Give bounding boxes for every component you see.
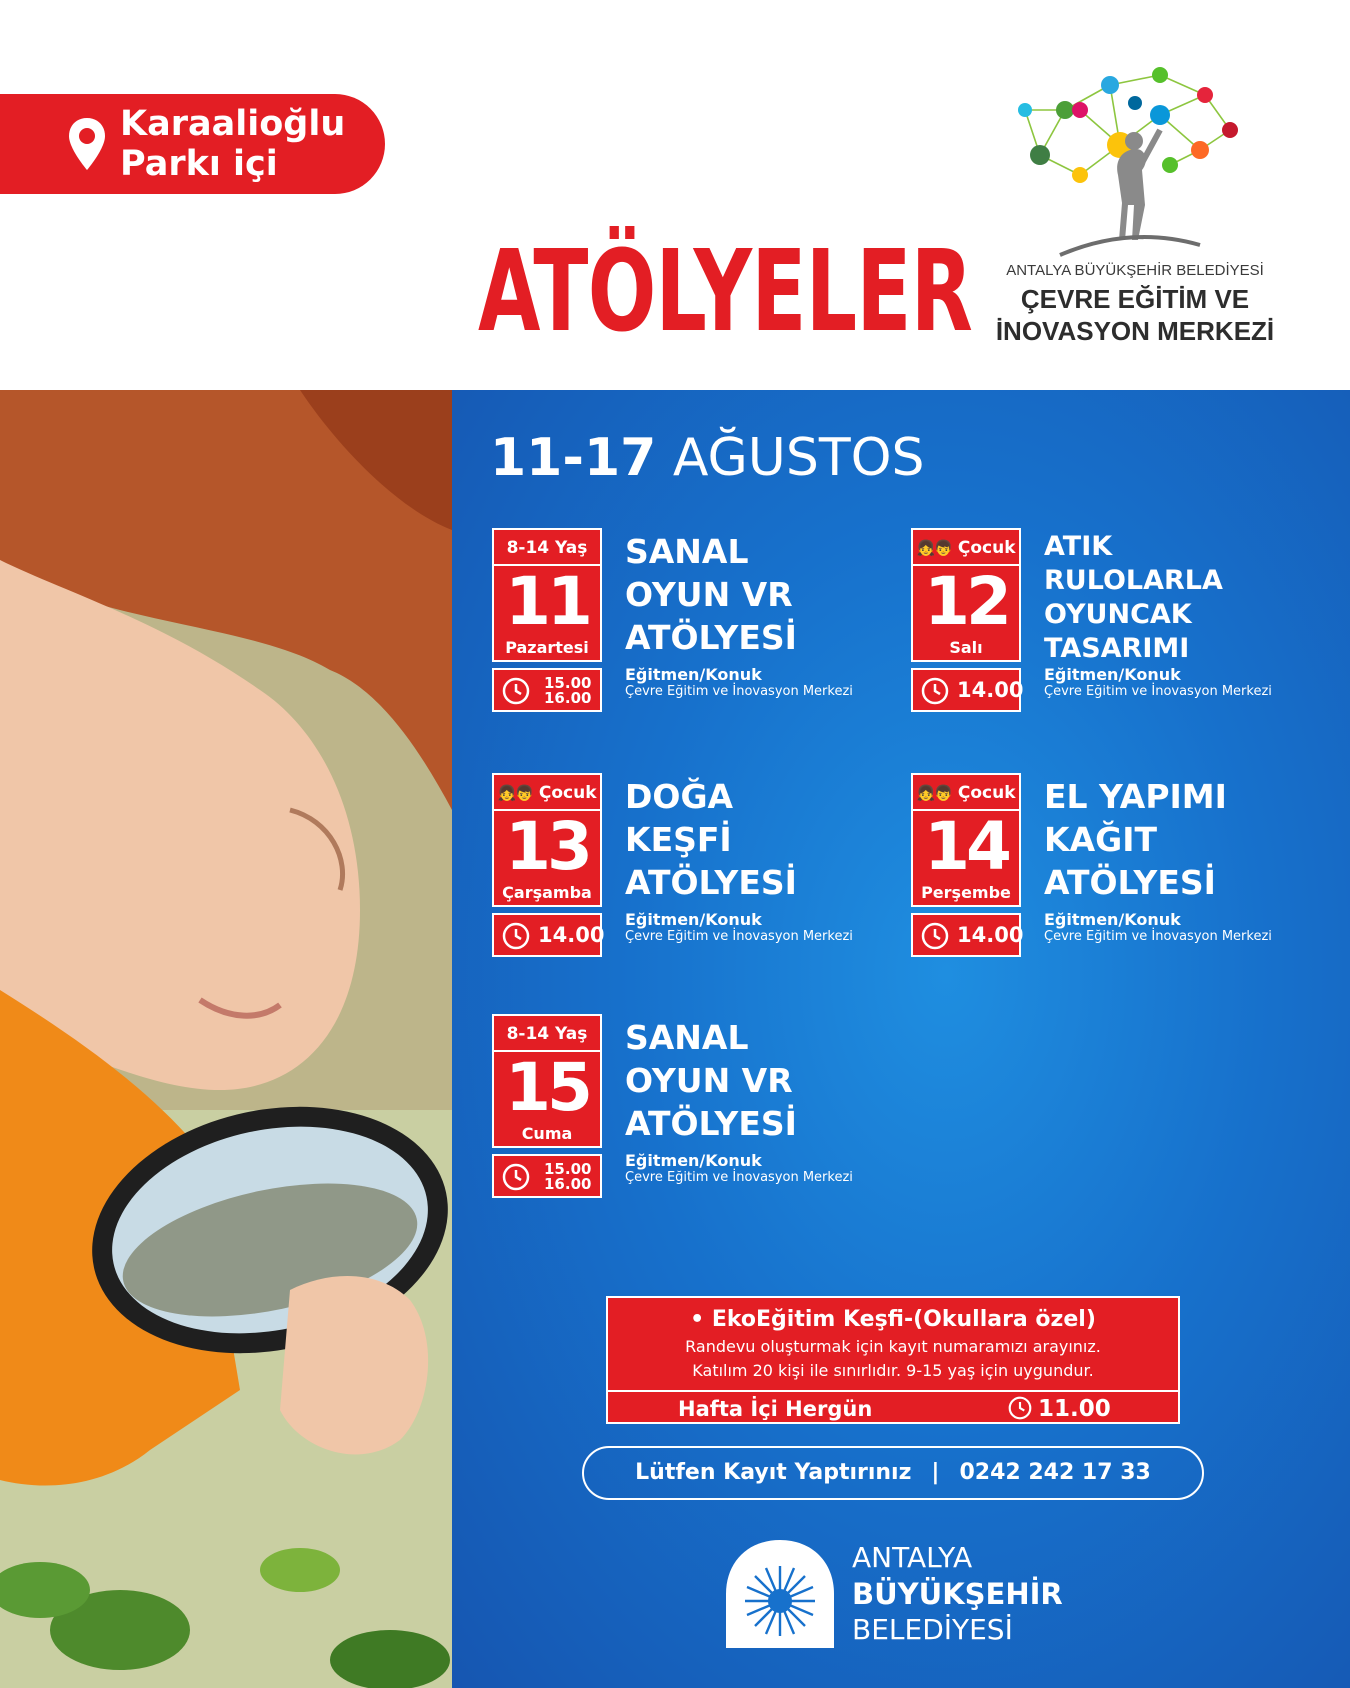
event-title-line: SANAL: [625, 532, 749, 571]
location-line1: Karaalioğlu: [120, 104, 346, 144]
event-start-time: 14.00: [957, 678, 1024, 702]
age-badge-label: Çocuk: [957, 783, 1016, 803]
event-start-time: 15.00: [544, 674, 592, 692]
event-title: [625, 530, 915, 659]
event-time: [492, 1154, 602, 1198]
event-day-number: 11: [505, 563, 589, 640]
event-title-line: ATÖLYESİ: [1044, 863, 1216, 902]
location-line2: Parkı içi: [120, 144, 278, 184]
event-title-line: DOĞA: [625, 777, 734, 816]
eko-time: [1008, 1394, 1111, 1424]
event-title-line: ATÖLYESİ: [625, 618, 797, 657]
event-organizer: Çevre Eğitim ve İnovasyon Merkezi: [1044, 929, 1272, 944]
logo-line3: BELEDİYESİ: [852, 1613, 1013, 1646]
date-range-month: AĞUSTOS: [672, 428, 925, 488]
event-title-line: KEŞFİ: [625, 820, 732, 859]
event-organizer: Çevre Eğitim ve İnovasyon Merkezi: [625, 1170, 853, 1185]
event-day-name: Pazartesi: [505, 638, 589, 657]
location-pin-icon: [67, 116, 107, 172]
event-date: [492, 809, 602, 907]
age-badge: [492, 773, 602, 809]
event-guest-label: Eğitmen/Konuk: [625, 1151, 762, 1170]
event-time: [911, 668, 1024, 712]
event-day-name: Çarşamba: [502, 883, 592, 902]
event-end-time: 16.00: [544, 1175, 592, 1193]
clock-icon: [502, 1163, 530, 1191]
event-title: [625, 1016, 915, 1145]
children-icon: 👧👦: [916, 784, 952, 802]
event-date: [492, 1050, 602, 1148]
event-title-line: ATIK: [1044, 531, 1113, 562]
register-label: Lütfen Kayıt Yaptırınız: [635, 1460, 912, 1485]
location-text: [120, 104, 345, 184]
clock-icon: [502, 922, 530, 950]
event-time: [492, 913, 605, 957]
event-guest-label: Eğitmen/Konuk: [625, 665, 762, 684]
event-day-name: Salı: [949, 638, 983, 657]
center-org-small: ANTALYA BÜYÜKŞEHİR BELEDİYESİ: [1006, 262, 1264, 279]
event-day-name: Cuma: [521, 1124, 573, 1143]
event-title: [1044, 775, 1334, 904]
age-badge: [911, 773, 1021, 809]
age-badge-label: Çocuk: [538, 783, 597, 803]
event-guest-label: Eğitmen/Konuk: [1044, 910, 1181, 929]
divider: [608, 1390, 1178, 1392]
event-card: [492, 528, 912, 718]
event-title-line: TASARIMI: [1044, 633, 1190, 664]
event-organizer: Çevre Eğitim ve İnovasyon Merkezi: [1044, 684, 1272, 699]
eko-education-box: [606, 1296, 1180, 1424]
event-date: [911, 564, 1021, 662]
center-org-line1: ÇEVRE EĞİTİM VE: [1020, 284, 1250, 314]
event-organizer: Çevre Eğitim ve İnovasyon Merkezi: [625, 684, 853, 699]
logo-line1: ANTALYA: [852, 1541, 973, 1574]
antalya-municipality-logo-text: [852, 1540, 1063, 1648]
event-title-line: EL YAPIMI: [1044, 777, 1227, 816]
event-start-time: 14.00: [957, 923, 1024, 947]
clock-icon: [502, 677, 530, 705]
register-separator: |: [931, 1460, 940, 1485]
children-icon: 👧👦: [497, 784, 533, 802]
logo-line2: BÜYÜKŞEHİR: [852, 1577, 1063, 1611]
event-card: [492, 773, 912, 963]
center-org-line2: İNOVASYON MERKEZİ: [995, 316, 1275, 346]
date-range-days: 11-17: [490, 428, 657, 488]
antalya-municipality-emblem-icon: [722, 1536, 838, 1652]
event-day-number: 14: [924, 808, 1008, 885]
photo-illustration: [0, 390, 452, 1688]
eko-time-value: 11.00: [1038, 1396, 1111, 1422]
event-start-time: 15.00: [544, 1160, 592, 1178]
eko-days: Hafta İçi Hergün: [678, 1397, 873, 1421]
event-guest-label: Eğitmen/Konuk: [1044, 665, 1181, 684]
event-title-line: OYUN VR: [625, 1061, 793, 1100]
event-date: [911, 809, 1021, 907]
event-title-line: ATÖLYESİ: [625, 863, 797, 902]
event-day-number: 12: [924, 563, 1008, 640]
event-day-number: 13: [505, 808, 589, 885]
event-title-line: RULOLARLA: [1044, 565, 1223, 596]
center-org-name: [975, 283, 1295, 347]
clock-icon: [921, 922, 949, 950]
event-guest-label: Eğitmen/Konuk: [625, 910, 762, 929]
event-organizer: Çevre Eğitim ve İnovasyon Merkezi: [625, 929, 853, 944]
event-day-number: 15: [505, 1049, 589, 1126]
event-title-line: OYUN VR: [625, 575, 793, 614]
age-badge: 8-14 Yaş: [492, 1014, 602, 1050]
phone-number[interactable]: 0242 242 17 33: [959, 1460, 1151, 1485]
event-card: [911, 773, 1331, 963]
eko-title: • EkoEğitim Keşfi-(Okullara özel): [690, 1307, 1096, 1332]
event-title-line: OYUNCAK: [1044, 599, 1192, 630]
event-date: [492, 564, 602, 662]
event-time: [492, 668, 602, 712]
age-badge: [911, 528, 1021, 564]
event-title-line: KAĞIT: [1044, 820, 1157, 859]
location-badge: [0, 94, 385, 194]
event-time: [911, 913, 1024, 957]
event-title-line: ATÖLYESİ: [625, 1104, 797, 1143]
age-badge: 8-14 Yaş: [492, 528, 602, 564]
event-card: [911, 528, 1331, 718]
event-title-line: SANAL: [625, 1018, 749, 1057]
header: [0, 0, 1350, 390]
registration-info: [582, 1446, 1204, 1500]
event-day-name: Perşembe: [921, 883, 1011, 902]
child-magnifier-photo: [0, 390, 452, 1688]
age-badge-label: Çocuk: [957, 538, 1016, 558]
date-range: [490, 428, 925, 488]
eko-info-line: Katılım 20 kişi ile sınırlıdır. 9-15 yaş için uygundur.: [692, 1361, 1094, 1380]
event-title: [1044, 530, 1334, 666]
clock-icon: [921, 677, 949, 705]
event-end-time: 16.00: [544, 689, 592, 707]
event-card: [492, 1014, 912, 1204]
center-tree-logo: [1010, 55, 1250, 265]
event-start-time: 14.00: [538, 923, 605, 947]
eko-info-line: Randevu oluşturmak için kayıt numaramızı arayınız.: [685, 1337, 1101, 1356]
page-title: ATÖLYELER: [478, 227, 973, 357]
clock-icon: [1008, 1396, 1032, 1420]
children-icon: 👧👦: [916, 539, 952, 557]
event-title: [625, 775, 915, 904]
